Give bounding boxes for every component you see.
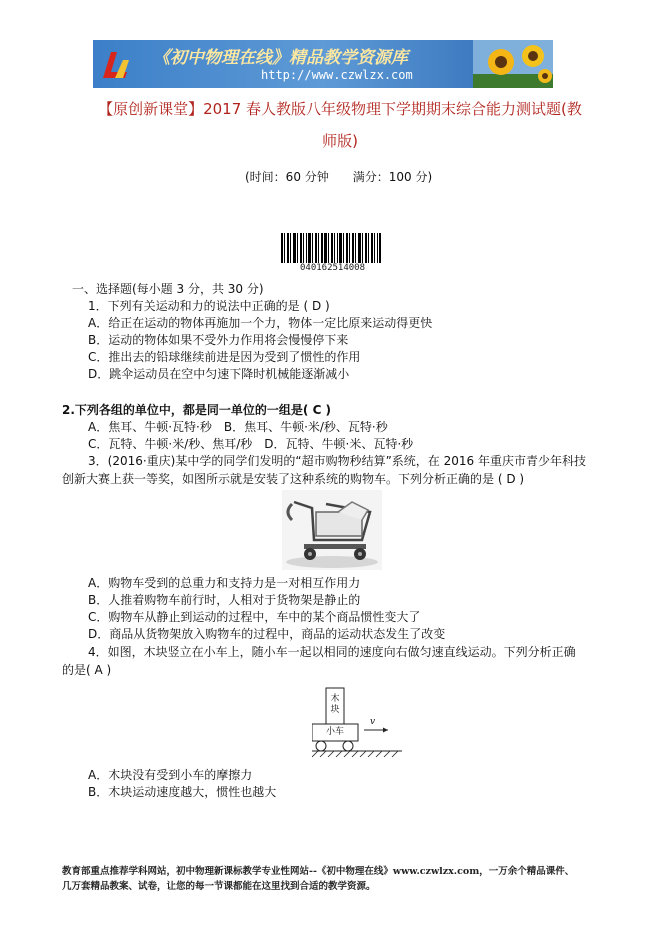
barcode-icon [281, 233, 381, 263]
question-4-option-a: A．木块没有受到小车的摩擦力 [88, 768, 253, 782]
question-3-stem-line1: 3．(2016·重庆)某中学的同学们发明的“超市购物秒结算”系统，在 2016 年重庆市青少年科技 [88, 454, 586, 468]
block-on-cart-figure [312, 684, 412, 760]
block-label-char-1: 木 [330, 694, 340, 704]
banner-url[interactable]: http://www.czwlzx.com [261, 68, 413, 82]
page-title-line2: 师版) [322, 132, 358, 150]
shopping-cart-image [282, 490, 382, 570]
question-3-option-d: D．商品从货物架放入购物车的过程中，商品的运动状态发生了改变 [88, 627, 446, 641]
question-1-option-c: C．推出去的铅球继续前进是因为受到了惯性的作用 [88, 350, 361, 364]
footer-line-1: 教育部重点推荐学科网站，初中物理新课标教学专业性网站--《初中物理在线》www.czwlzx.com，一万余个精品课件、 [62, 866, 575, 877]
question-4-stem-line1: 4．如图，木块竖立在小车上，随小车一起以相同的速度向右做匀速直线运动。下列分析正确 [88, 645, 576, 659]
sunflower-image [473, 40, 553, 88]
question-4-stem-line2: 的是( A ) [62, 663, 112, 677]
question-2-stem: 2.下列各组的单位中，都是同一单位的一组是( C ) [62, 403, 332, 417]
time-info: (时间：60 分钟 满分：100 分) [245, 170, 433, 184]
page-title-line1: 【原创新课堂】2017 春人教版八年级物理下学期期末综合能力测试题(教 [98, 100, 582, 118]
question-1-option-d: D．跳伞运动员在空中匀速下降时机械能逐渐减小 [88, 367, 350, 381]
question-2-option-ab: A．焦耳、牛顿·瓦特·秒 B．焦耳、牛顿·米/秒、瓦特·秒 [88, 420, 388, 434]
velocity-label: v [370, 717, 376, 727]
question-4-option-b: B．木块运动速度越大，惯性也越大 [88, 785, 277, 799]
banner-title: 《初中物理在线》精品教学资源库 [153, 48, 408, 68]
section-heading: 一、选择题(每小题 3 分，共 30 分) [72, 282, 264, 296]
question-3-option-b: B．人推着购物车前行时，人相对于货物架是静止的 [88, 593, 361, 607]
block-label-char-2: 块 [330, 705, 340, 715]
question-3-option-c: C．购物车从静止到运动的过程中，车中的某个商品惯性变大了 [88, 610, 421, 624]
barcode-number: 040162514008 [300, 263, 366, 273]
question-1-option-b: B．运动的物体如果不受外力作用将会慢慢停下来 [88, 333, 349, 347]
question-1-option-a: A．给正在运动的物体再施加一个力，物体一定比原来运动得更快 [88, 316, 433, 330]
site-banner [93, 40, 553, 88]
question-3-option-a: A．购物车受到的总重力和支持力是一对相互作用力 [88, 576, 361, 590]
block-label [326, 694, 344, 716]
question-2-option-cd: C．瓦特、牛顿·米/秒、焦耳/秒 D．瓦特、牛顿·米、瓦特·秒 [88, 437, 414, 451]
question-3-stem-line2: 创新大赛上获一等奖，如图所示就是安装了这种系统的购物车。下列分析正确的是 ( D ) [62, 472, 525, 486]
site-logo-icon [99, 46, 133, 82]
cart-label: 小车 [325, 727, 344, 737]
question-1-stem: 1．下列有关运动和力的说法中正确的是 ( D ) [88, 299, 330, 313]
footer-line-2: 几万套精品教案、试卷，让您的每一节课都能在这里找到合适的教学资源。 [62, 881, 376, 892]
